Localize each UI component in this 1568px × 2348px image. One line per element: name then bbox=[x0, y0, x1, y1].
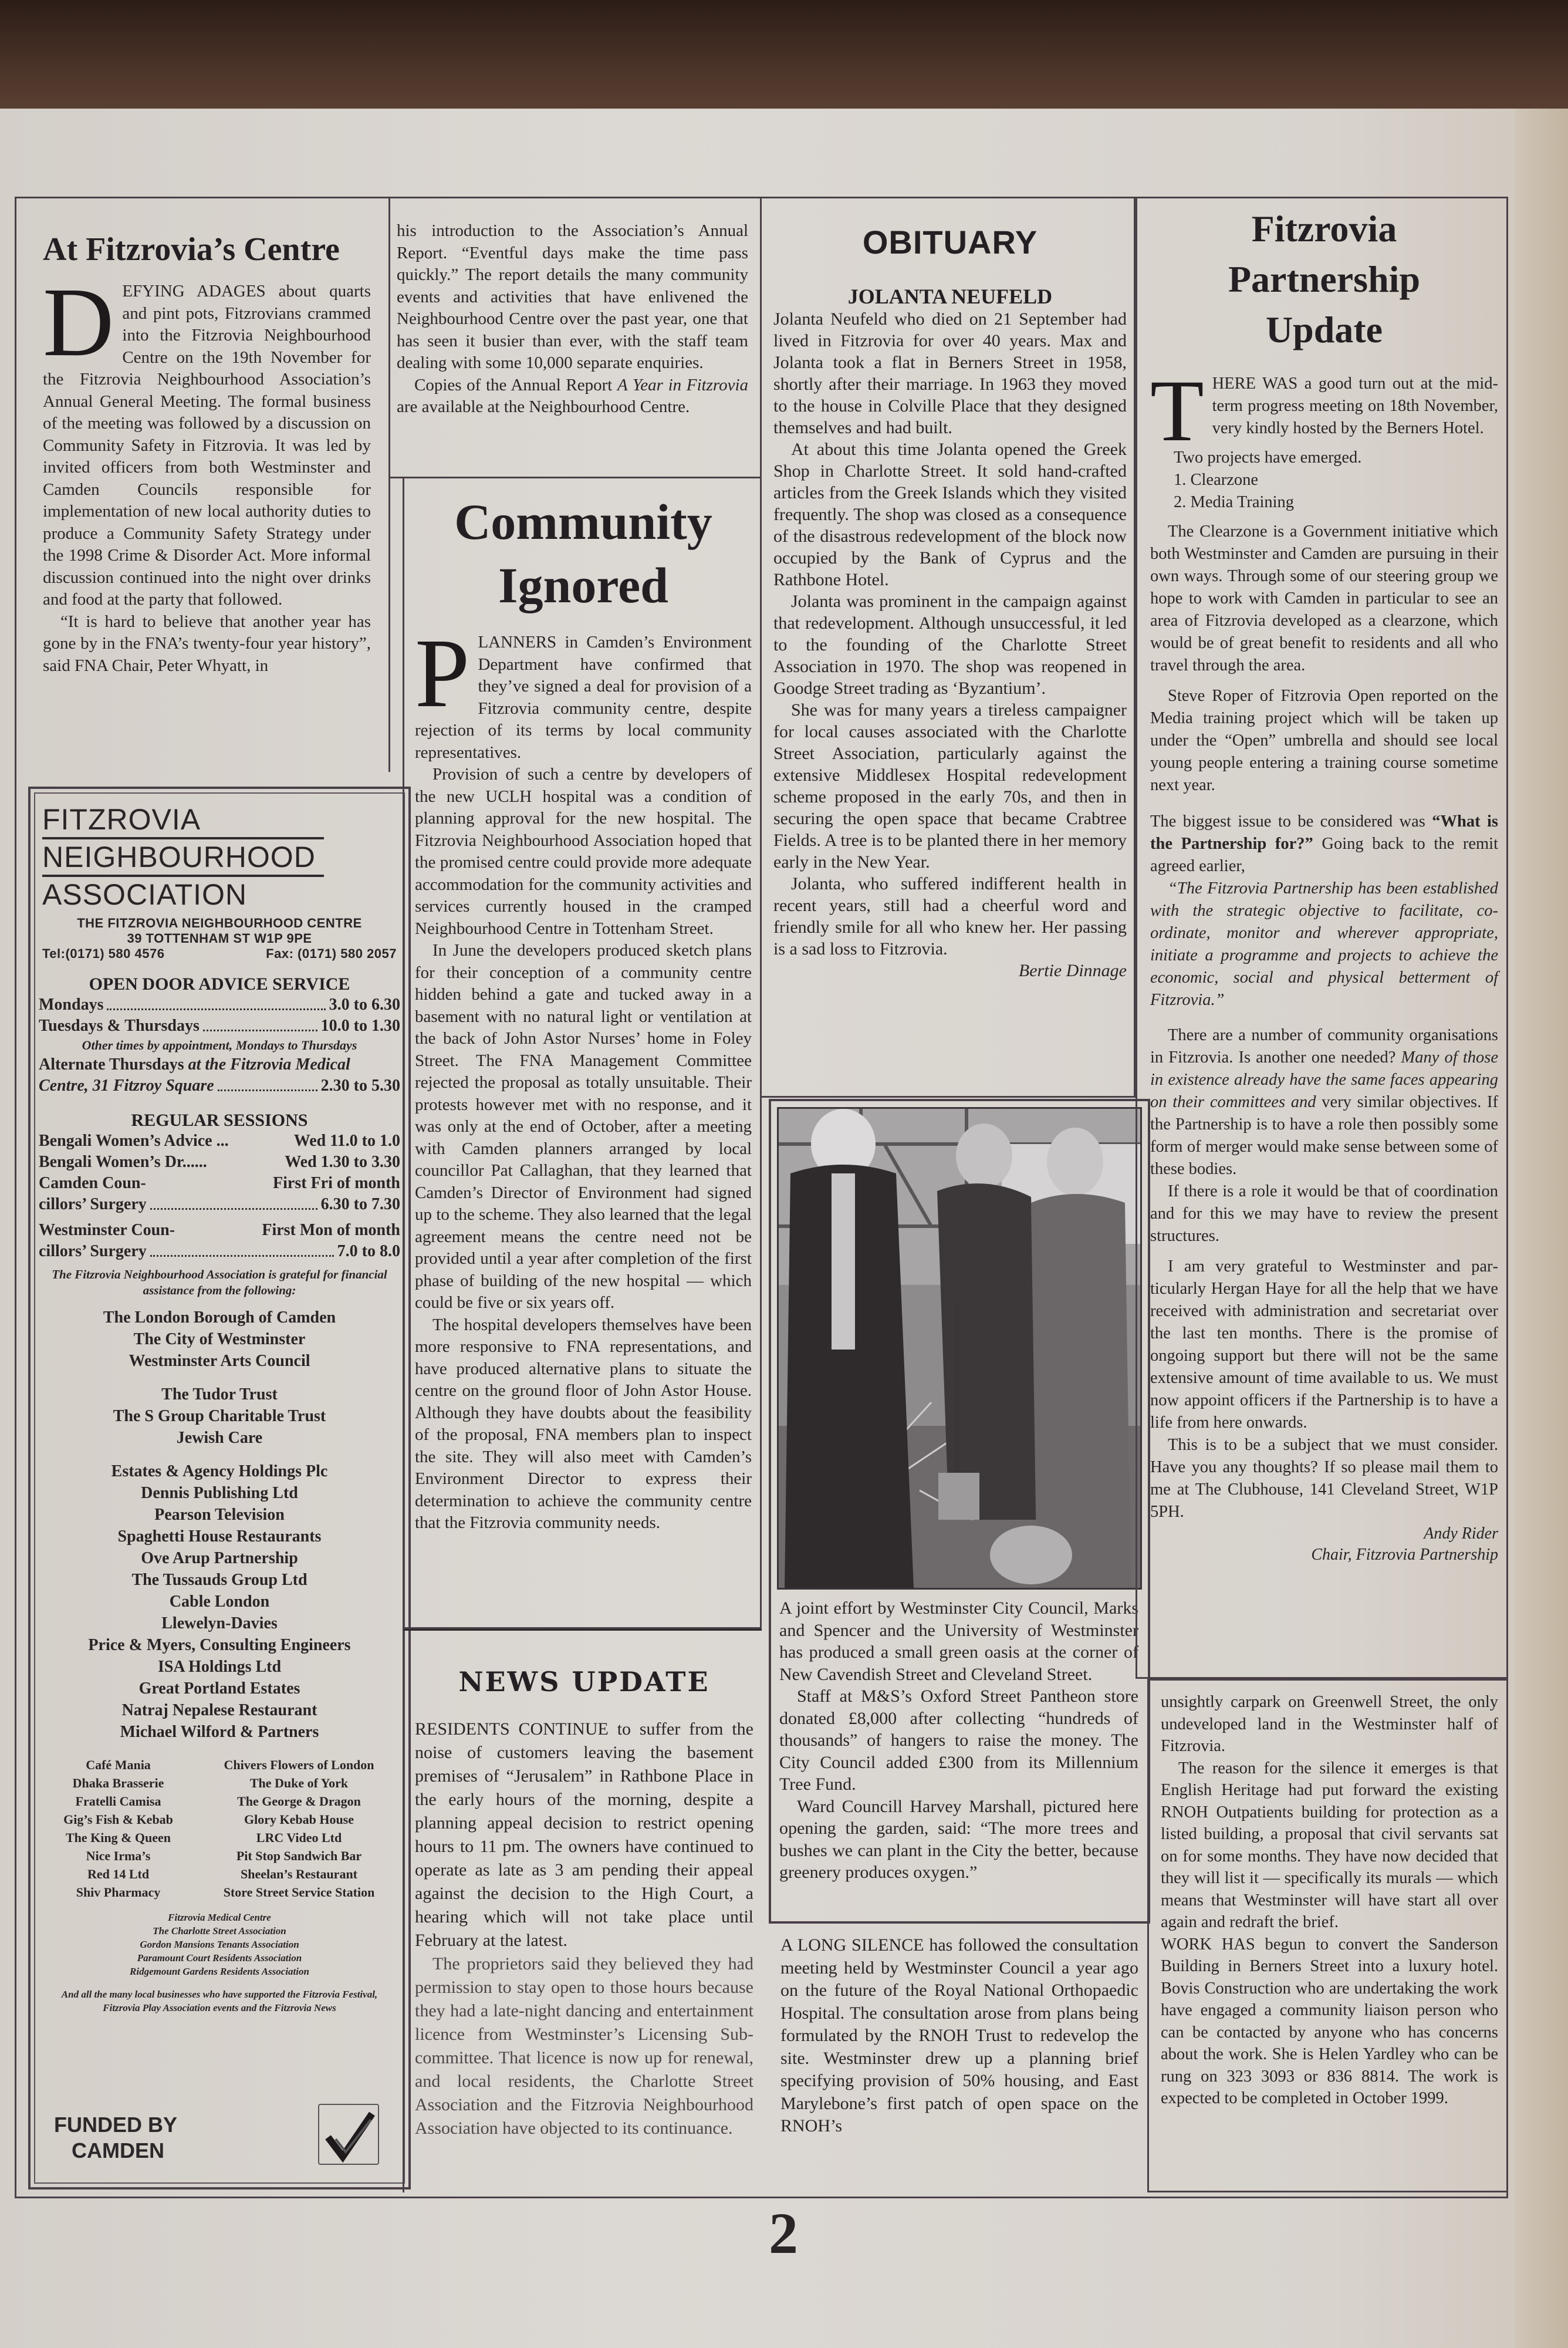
article-rnoh: A LONG SILENCE has followed the consultation meeting held by Westminster Council a year ago on the future of the Royal National Orthopaedic Hospital. The consultation arose from plans being formulated by the RNOH Trust to redevelop the site. Westminster drew up a planning brief specifying provision of 50% housing, and East Marylebone’s first patch of open space on the RNOH’s bbox=[780, 1935, 1138, 2136]
telephone: Tel:(0171) 580 4576 bbox=[42, 946, 165, 961]
sponsor-name: Pearson Television bbox=[154, 1506, 285, 1524]
sponsor-name: The King & Queen bbox=[65, 1830, 171, 1845]
sponsor-name: Dennis Publishing Ltd bbox=[141, 1484, 298, 1502]
local-businesses bbox=[39, 1756, 400, 1901]
article-body: DEFYING ADAGES about quarts and pint pots, Fitzrovians crammed into the Fitzrovia Neighbourhood Centre on the 19th November for the Fitzrovia Neighbourhood Association’s Annual General Meeting. The formal business of the meeting was followed by a discussion on Community Safety in Fitzrovia. It was led by invited officers from both Westminster and Camden Councils responsible for implementation of new local authority duties to produce a Community Safety Strategy under the 1998 Crime & Disorder Act. More informal discussion continued into the night over drinks and food at the party that followed. “It is hard to believe that another year has gone by in the FNA’s twenty-four year history”, said FNA Chair, Peter Whyatt, in bbox=[43, 268, 371, 675]
sponsor-name: Llewelyn-Davies bbox=[161, 1614, 278, 1632]
fna-logo bbox=[39, 802, 400, 912]
article-rnoh-continued: unsightly carpark on Greenwell Street, the only undeveloped land in the Westminster half of Fitzrovia. The reason for the silence it emerges is that English Heritage had put forward the existing RNOH Outpatients building for protection as a listed building, a proposal that civil servants sat on for some months. They have now decided that they will list it — specifically its murals — which means that Westminster will have start all over again and redraft the brief. WORK HAS begun to convert the Sanderson Building in Berners Street into a luxury hotel. Bovis Construction who are undertaking the work have engaged a community liaison person who can be contacted by anyone who has concerns about the work. She is Helen Yardley who can be rung on 323 3093 or 836 8814. The work is expected to be completed in October 1999. bbox=[1147, 1679, 1508, 2192]
session-row: Bengali Women’s Dr...... Wed 1.30 to 3.30 bbox=[39, 1153, 400, 1171]
sponsor-name: Chivers Flowers of London bbox=[224, 1757, 374, 1772]
sponsor-name: Glory Kebab House bbox=[244, 1812, 354, 1827]
partnership-author-role: Chair, Fitzrovia Partnership bbox=[1311, 1546, 1498, 1564]
advice-row: Mondays 3.0 to 6.30 bbox=[39, 996, 400, 1014]
sponsor-name: The Tudor Trust bbox=[161, 1385, 278, 1404]
background-table bbox=[0, 0, 1568, 112]
session-row: Bengali Women’s Advice ... Wed 11.0 to 1.0 bbox=[39, 1132, 400, 1150]
sponsor-name: Ove Arup Partnership bbox=[141, 1549, 298, 1567]
fna-title-line: FITZROVIA bbox=[42, 803, 201, 836]
sponsor-name: Michael Wilford & Partners bbox=[120, 1723, 319, 1741]
sponsor-name: Pit Stop Sandwich Bar bbox=[236, 1848, 362, 1863]
drop-cap: D bbox=[43, 268, 114, 377]
sponsor-name: Café Mania bbox=[86, 1757, 151, 1772]
grateful-note: The Fitzrovia Neighbourhood Association is grateful for financial assistance from the following: bbox=[52, 1267, 387, 1297]
sponsor-name: Ridgemount Gardens Residents Association bbox=[130, 1966, 309, 1977]
sponsor-name: The London Borough of Camden bbox=[103, 1308, 336, 1327]
article-fitzrovia-partnership: Fitzrovia Partnership Update THERE WAS a good turn out at the mid-term progress meeting on 18th November, very kindly hosted by the Berners Hotel. Two projects have emerged. 1. Clearzone 2. Media Training The Clearzone is a Government initiative which both Westminster and Camden are pursuing in their own ways. Through some of our steering group we hope to work with Camden in particular to see an area of Fitzrovia developed as a clearzone, which would be of great benefit to residents and all who travel through the area. Steve Roper of Fitzrovia Open reported on the Media training project which will be taken up under the “Open” umbrella and should see local young people entering a training course sometime next year. The biggest issue to be considered was “What is the Partnership for?” Going back to the remit agreed earlier, “The Fitzrovia Partnership has been established with the strategic objective to facilitate, co-ordinate, monitor and wherever appropriate, initiate a programme and projects to achieve the economic, social and physical betterment of Fitzrovia.” There are a number of community organisations in Fitzrovia. Is another one needed? Many of those in existence already have the same faces appearing on their committees and very similar objectives. If the Partnership is to have a role then possibly some form of merger would make sense between some of these bodies. If there is a role it would be that of coordination and for this we may have to review the present structures. I am very grateful to Westminster and particularly Hergan Haye for all the help that we have received with administration and secretariat over the last ten months. There is the promise of ongoing support but there will not be the same extensive amount of time available to us. We must now appoint officers if the Partnership is to have a life from here onwards. This is to be a subject that we must consider. Have you any thoughts? If so please mail them to me at The Clubhouse, 141 Cleveland Street, W1P 5PH. Andy Rider Chair, Fitzrovia Partnership bbox=[1136, 197, 1508, 1679]
sponsor-name: Gig’s Fish & Kebab bbox=[63, 1812, 173, 1827]
fna-title-line: ASSOCIATION bbox=[42, 878, 248, 911]
alternate-row: Centre, 31 Fitzroy Square 2.30 to 5.30 bbox=[39, 1077, 400, 1095]
sponsor-name: Fratelli Camisa bbox=[75, 1794, 161, 1809]
obituary-name: JOLANTA NEUFELD bbox=[847, 285, 1053, 308]
fna-title-line: NEIGHBOURHOOD bbox=[42, 841, 316, 873]
funded-by-camden: FUNDED BY CAMDEN bbox=[54, 2113, 178, 2163]
article-title: Fitzrovia Partnership Update bbox=[1228, 208, 1421, 350]
sponsor-name: The Tussauds Group Ltd bbox=[131, 1571, 307, 1589]
article-continuation: his introduction to the Association’s Annual Report. “Eventful days make the time pass quickly.” The report details the many community events and activities that have enlivened the Neighbourhood Centre over the past year, one that has seen it busier than ever, with the staff team dealing with some 10,000 separate enquiries. Copies of the Annual Report A Year in Fitzrovia are available at the Neighbourhood Centre. bbox=[388, 197, 762, 478]
article-community-ignored: Community Ignored PLANNERS in Camden’s Environment Department have confirmed that they’ve signed a deal for provision of a Fitzrovia community centre, despite rejection of its terms by local community representatives. Provision of such a centre by developers of the new UCLH hospital was a condition of planning approval for the new hospital. The Fitzrovia Neighbourhood Association hoped that the promised centre could provide more adequate accommodation for the community activities and services currently housed in the cramped Neighbourhood Centre in Tottenham Street. In June the developers produced sketch plans for their conception of a community centre hidden behind a gate and tucked away in a basement with no natural light or ventilation at the back of John Astor Nurses’ home in Foley Street. The FNA Management Committee rejected the proposal as totally unsuitable. Their protests however met with no response, and it was only at the end of October, after a meeting with Camden planners arranged by local councillor Pat Callaghan, that they learned that Camden’s Director of Environment had signed up to the scheme. They also learned that the legal agreement means the centre need not be provided until a year after completion of the first phase of building of the new hospital — which could be five or six years off. The hospital developers themselves have been more responsive to FNA representations, and have produced alternative plans to situate the centre on the ground floor of John Astor House. Although they have doubts about the feasibility of the proposal, FNA members plan to inspect the site. They will also meet with Camden’s Environment Director to express their determination to achieve the community centre that the Fitzrovia community needs. bbox=[403, 478, 762, 1629]
sponsor-name: The Duke of York bbox=[249, 1776, 349, 1790]
fna-info-box bbox=[28, 787, 411, 2190]
camden-tick-logo-icon bbox=[318, 2104, 379, 2165]
drop-cap: T bbox=[1150, 362, 1204, 460]
article-title: NEWS UPDATE bbox=[458, 1666, 710, 1698]
sponsor-name: The Charlotte Street Association bbox=[153, 1925, 286, 1937]
article-news-update: NEWS UPDATE RESIDENTS CONTINUE to suffer from the noise of customers leaving the basement premises of “Jerusalem” in Rathbone Place in the early hours of the morning, despite a planning appeal decision to restrict opening hours to 11 pm. The owners have continued to operate as late as 3 am pending their appeal against the decision to the High Court, a hearing which will not take place until February at the latest. The proprietors said they believed they had permission to stay open to those hours because they had a late-night dancing and entertainment licence from Westminster’s Licensing Sub-committee. That licence is now up for renewal, and local residents, the Charlotte Street Association and the Fitzrovia Neighbourhood Association have objected to its continuance. bbox=[403, 1629, 762, 2192]
sponsor-name: The City of Westminster bbox=[133, 1330, 306, 1348]
photo-story: A joint effort by Westminster City Council, Marks and Spencer and the University of Westminster has produced a small green oasis at the corner of New Cavendish Street and Cleveland Street. Staff at M&S’s Oxford Street Pantheon store donated £8,000 after collecting “hundreds of thousands” of hangers to raise the money. The City Council added £300 from its Millennium Tree Fund. Ward Councill Harvey Marshall, pictured here opening the garden, said: “The more trees and bushes we can plant in the City the better, because greenery produces oxygen.” bbox=[769, 1099, 1150, 1924]
sponsor-name: Estates & Agency Holdings Plc bbox=[111, 1462, 328, 1480]
closing-note: And all the many local businesses who have supported the Fitzrovia Festival, Fitzrovia Play Association events and the Fitzrovia News bbox=[61, 1989, 378, 2013]
sponsor-name: Nice Irma’s bbox=[86, 1848, 151, 1863]
sponsor-name: Shiv Pharmacy bbox=[76, 1885, 161, 1900]
sponsor-name: Great Portland Estates bbox=[138, 1679, 300, 1698]
sponsor-group bbox=[39, 1307, 400, 1372]
obituary-author: Bertie Dinnage bbox=[1018, 961, 1127, 980]
article-title: Community Ignored bbox=[454, 494, 712, 613]
sponsor-name: LRC Video Ltd bbox=[256, 1830, 342, 1845]
article-obituary: OBITUARY JOLANTA NEUFELD Jolanta Neufeld who died on 21 September had lived in Fitzrovia for over 40 years. Max and Jolanta took a flat in Berners Street in 1958, shortly after their marriage. In 1963 they moved to the house in Colville Place that they designed themselves and had built. At about this time Jolanta opened the Greek Shop in Charlotte Street. It sold hand-crafted articles from the Greek Islands which they visited frequently. The shop was closed as a consequence of the disastrous redevelopment of the block now occupied by the Bank of Cyprus and the Rathbone Hotel. Jolanta was prominent in the campaign against that redevelopment. Although unsuccessful, it led to the founding of the Charlotte Street Association in 1970. The shop was reopened in Goodge Street trading as ‘Byzantium’. She was for many years a tireless campaigner for local causes associated with the Charlotte Street Association, particularly against the extensive Middlesex Hospital redevelopment scheme proposed in the early 70s, and then in securing the open space that became Crabtree Fields. A tree is to be planted there in her memory early in the New Year. Jolanta, who suffered indifferent health in recent years, still had a cheerful word and friendly smile for all who knew her. Her passing is a sad loss to Fitzrovia. Bertie Dinnage bbox=[760, 197, 1136, 1098]
alternate-row: Alternate Thursdays at the Fitzrovia Medical bbox=[39, 1055, 350, 1074]
sponsor-name: Westminster Arts Council bbox=[129, 1352, 310, 1370]
article-title: OBITUARY bbox=[862, 224, 1038, 261]
sponsor-name: Red 14 Ltd bbox=[87, 1867, 150, 1881]
sponsor-group bbox=[39, 1384, 400, 1449]
advice-note: Other times by appointment, Mondays to Thursdays bbox=[82, 1038, 357, 1052]
sponsor-name: Natraj Nepalese Restaurant bbox=[121, 1701, 317, 1719]
session-row: Westminster Coun- First Mon of month bbox=[39, 1221, 400, 1239]
project-item: 2. Media Training bbox=[1174, 493, 1295, 511]
sponsor-name: Sheelan’s Restaurant bbox=[240, 1867, 358, 1881]
sponsor-name: The George & Dragon bbox=[237, 1794, 361, 1809]
drop-cap: P bbox=[415, 619, 470, 728]
project-item: 1. Clearzone bbox=[1174, 471, 1259, 489]
sessions-heading: REGULAR SESSIONS bbox=[131, 1111, 308, 1130]
sponsor-group bbox=[39, 1460, 400, 1743]
sponsor-name: Jewish Care bbox=[176, 1429, 263, 1447]
sponsor-name: Paramount Court Residents Association bbox=[137, 1952, 302, 1964]
sponsor-name: ISA Holdings Ltd bbox=[157, 1658, 282, 1676]
fax: Fax: (0171) 580 2057 bbox=[266, 946, 397, 961]
sponsor-name: Cable London bbox=[169, 1593, 270, 1611]
sponsor-name: Gordon Mansions Tenants Association bbox=[140, 1939, 299, 1950]
session-row: cillors’ Surgery 6.30 to 7.30 bbox=[39, 1195, 400, 1213]
article-title: At Fitzrovia’s Centre bbox=[43, 231, 340, 268]
sponsor-name: Fitzrovia Medical Centre bbox=[168, 1912, 271, 1923]
sponsor-name: The S Group Charitable Trust bbox=[113, 1407, 326, 1425]
sponsor-name: Spaghetti House Restaurants bbox=[117, 1527, 322, 1546]
advice-heading: OPEN DOOR ADVICE SERVICE bbox=[89, 974, 350, 994]
sponsor-name: Price & Myers, Consulting Engineers bbox=[88, 1636, 351, 1654]
associations-list bbox=[39, 1911, 400, 1978]
partnership-author: Andy Rider bbox=[1424, 1524, 1498, 1543]
sponsor-name: Dhaka Brasserie bbox=[72, 1776, 164, 1790]
session-row: Camden Coun- First Fri of month bbox=[39, 1174, 400, 1192]
page-number: 2 bbox=[769, 2201, 798, 2266]
centre-name: THE FITZROVIA NEIGHBOURHOOD CENTRE bbox=[77, 916, 362, 930]
session-row: cillors’ Surgery 7.0 to 8.0 bbox=[39, 1242, 400, 1260]
page-edge bbox=[1515, 109, 1568, 2348]
article-at-fitzrovias-centre bbox=[15, 197, 390, 772]
centre-address: 39 TOTTENHAM ST W1P 9PE bbox=[127, 931, 312, 946]
sponsor-name: Store Street Service Station bbox=[223, 1885, 375, 1900]
garden-opening-photo bbox=[777, 1107, 1142, 1590]
advice-row: Tuesdays & Thursdays 10.0 to 1.30 bbox=[39, 1017, 400, 1035]
